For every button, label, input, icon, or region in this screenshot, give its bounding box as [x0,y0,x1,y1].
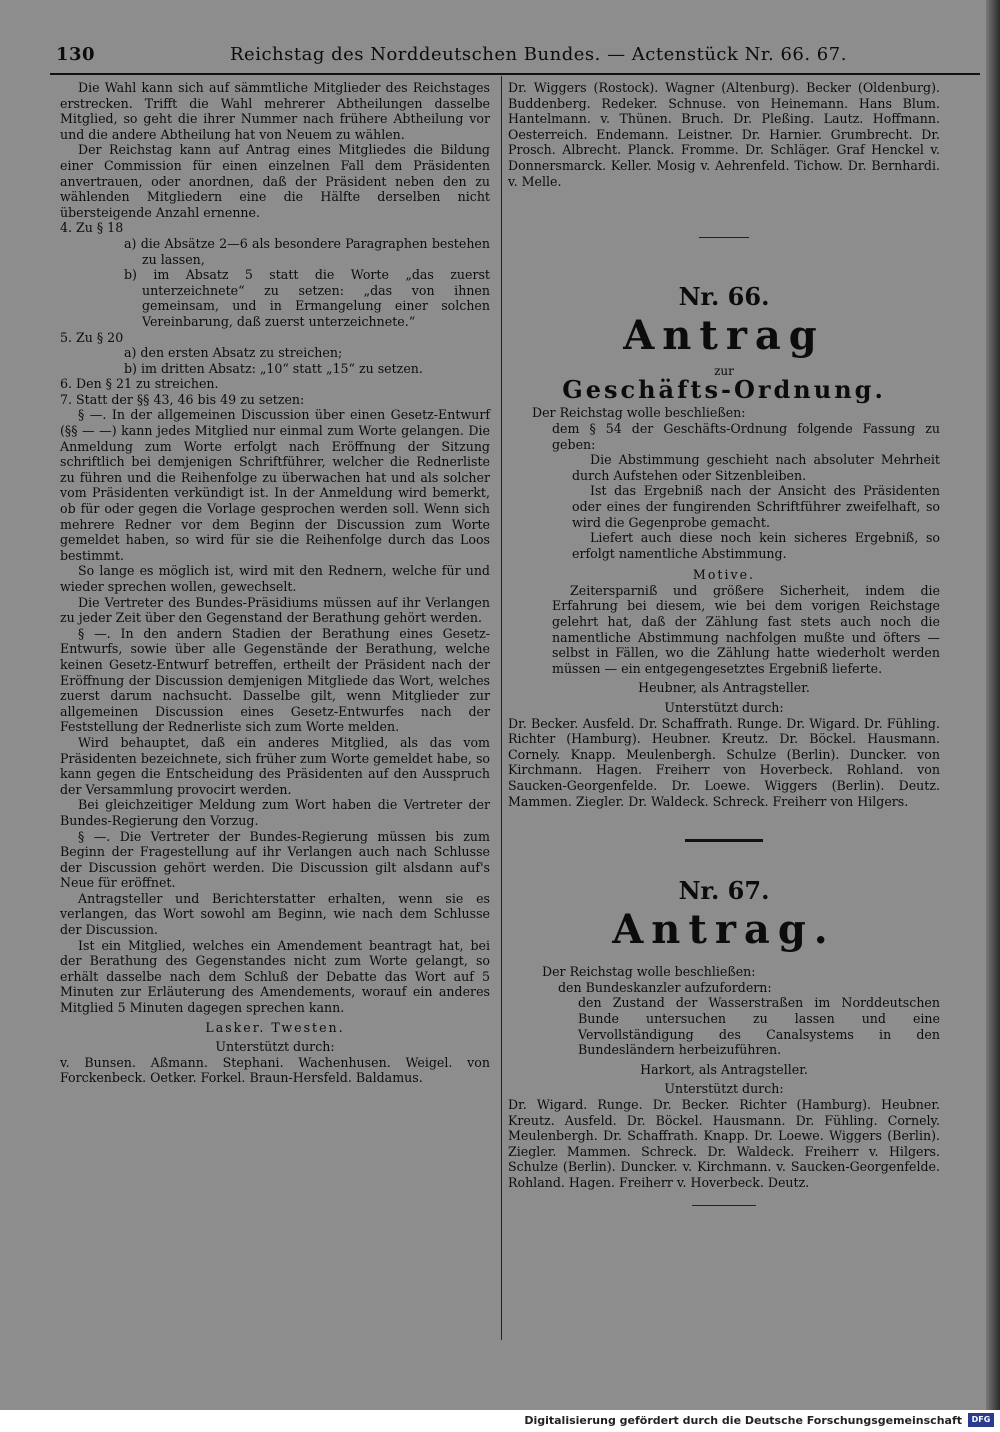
document-number-67: Nr. 67. [678,876,770,906]
document-number-66: Nr. 66. [678,282,770,312]
resolution-text: dem § 54 der Geschäfts-Ordnung folgende Fassung zu geben: [552,420,940,452]
sub-item: b) im dritten Absatz: „10“ statt „15“ zu setzen. [124,360,423,376]
resolution-intro: Der Reichstag wolle beschließen: [532,405,746,421]
column-divider [501,76,502,1340]
footer-bar [0,1410,1000,1432]
resolution-text: Die Abstimmung geschieht nach absoluter Mehrheit durch Aufstehen oder Sitzenbleiben. [572,452,940,483]
scan-edge [986,0,1000,1410]
header-rule [50,73,980,75]
page-header [50,44,980,70]
supported-by-label: Unterstützt durch: [215,1039,335,1055]
list-item: 4. Zu § 18 [60,220,124,236]
supported-by-label: Unterstützt durch: [664,700,784,716]
antrag-heading-67: Antrag. [612,906,836,954]
dfg-logo: DFG [968,1413,994,1427]
running-title: Reichstag des Norddeutschen Bundes. — Actenstück Nr. 66. 67. [230,44,847,65]
paragraph: Der Reichstag kann auf Antrag eines Mitgliedes die Bildung einer Commission für einen einzelnen Fall dem Präsidenten anvertrauen, oder anordnen, daß der Präsident neben den zu wählenden Mitgliedern eine die Hälfte derselben nicht übersteigende Anzahl ernenne. [60,142,490,220]
page-number: 130 [56,44,96,65]
resolution-text: Liefert auch diese noch kein sicheres Ergebniß, so erfolgt namentliche Abstimmung. [572,530,940,561]
supporters-list: Dr. Becker. Ausfeld. Dr. Schaffrath. Runge. Dr. Wigard. Dr. Fühling. Richter (Hamburg). Heubner. Kreutz. Dr. Böckel. Hausmann. Cornely. Knapp. Meulenbergh. Schulze (Berlin). Duncker. von Kirchmann. Hagen. Freiherr von Hoverbeck. Rohland. von Saucken-Georgenfelde. Dr. Loewe. Wiggers (Berlin). Deutz. Mammen. Ziegler. Dr. Waldeck. Schreck. Freiherr von Hilgers. [508,715,940,809]
list-item: 6. Den § 21 zu streichen. [60,376,219,392]
paragraph: Die Vertreter des Bundes-Präsidiums müssen auf ihr Verlangen zu jeder Zeit über den Gegenstand der Berathung gehört werden. [60,594,490,626]
supporters-list: Dr. Wigard. Runge. Dr. Becker. Richter (Hamburg). Heubner. Kreutz. Ausfeld. Dr. Böckel. Hausmann. Dr. Fühling. Cornely. Meulenbergh. Dr. Schaffrath. Knapp. Dr. Loewe. Wiggers (Berlin). Ziegler. Mammen. Schreck. Dr. Waldeck. Freiherr v. Hilgers. Schulze (Berlin). Duncker. v. Kirchmann. v. Saucken-Georgenfelde. Rohland. Hagen. Freiherr v. Hoverbeck. Deutz. [508,1096,940,1190]
applicant: Harkort, als Antragsteller. [640,1061,808,1077]
paragraph: So lange es möglich ist, wird mit den Rednern, welche für und wieder sprechen wollen, gewechselt. [60,563,490,594]
paragraph: § —. In der allgemeinen Discussion über einen Gesetz-Entwurf (§§ — —) kann jedes Mitglied nur einmal zum Worte gelangen. Die Anmeldung zum Worte erfolgt nach Eröffnung der Sitzung schriftlich bei demjenigen Schriftführer, welcher die Rednerliste zu führen und die Reihenfolge zu überwachen hat und als solcher vom Präsidenten verkündigt ist. In der Anmeldung wird bemerkt, ob für oder gegen die Vorlage gesprochen werden soll. Wenn sich mehrere Redner vor dem Beginn der Discussion zum Worte gemeldet haben, so wird für sie die Reihenfolge durch das Loos bestimmt. [60,407,490,563]
resolution-text: den Bundeskanzler aufzufordern: [558,979,772,995]
sub-item: a) die Absätze 2—6 als besondere Paragraphen bestehen zu lassen, [124,235,490,267]
paragraph: Bei gleichzeitiger Meldung zum Wort haben die Vertreter der Bundes-Regierung den Vorzug. [60,797,490,828]
paragraph: Wird behauptet, daß ein anderes Mitglied, als das vom Präsidenten bezeichnete, sich früher zum Worte gemeldet habe, so kann gegen die Entscheidung des Präsidenten auf den Ausspruch der Versammlung provocirt werden. [60,734,490,797]
sub-item: b) im Absatz 5 statt die Worte „das zuerst unterzeichnete“ zu setzen: „das von ihnen gemeinsam, und in Ermangelung einer solchen Vereinbarung, daß zuerst unterzeichnete.“ [124,267,490,329]
paragraph: Ist ein Mitglied, welches ein Amendement beantragt hat, bei der Berathung des Gegenstandes nicht zum Worte gelangt, so erhält dasselbe nach dem Schluß der Debatte das Wort auf 5 Minuten zur Erläuterung des Amendements, worauf ein anderes Mitglied 5 Minuten dagegen sprechen kann. [60,937,490,1016]
resolution-text: den Zustand der Wasserstraßen im Norddeutschen Bunde untersuchen zu lassen und eine Vervollständigung des Canalsystems in den Bundesländern herbeizuführen. [578,995,940,1058]
right-column [508,80,940,1206]
antrag-heading-66: Antrag [623,312,825,360]
applicant: Heubner, als Antragsteller. [638,680,810,696]
paragraph: § —. In den andern Stadien der Berathung eines Gesetz-Entwurfs, sowie über alle Gegenstände der Berathung, welche keinen Gesetz-Entwurf betreffen, ertheilt der Präsident nach der Eröffnung der Discussion demjenigen Mitgliede das Wort, welches zuerst darum nachsucht. Dasselbe gilt, wenn Mitglieder zur allgemeinen Discussion eines Gesetz-Entwurfes nach der Feststellung der Rednerliste sich zum Worte melden. [60,625,490,735]
signers: Lasker. Twesten. [205,1019,345,1035]
supporters-list: v. Bunsen. Aßmann. Stephani. Wachenhusen. Weigel. von Forckenbeck. Oetker. Forkel. Braun-Hersfeld. Baldamus. [60,1054,490,1086]
funding-notice: Digitalisierung gefördert durch die Deutsche Forschungsgemeinschaft [524,1414,962,1427]
supporters-list-continued: Dr. Wiggers (Rostock). Wagner (Altenburg). Becker (Oldenburg). Buddenberg. Redeker. Schnuse. von Heinemann. Hans Blum. Hantelmann. v. Thünen. Bruch. Dr. Pleßing. Lautz. Hoffmann. Oesterreich. Endemann. Leistner. Dr. Harnier. Grumbrecht. Dr. Prosch. Albrecht. Planck. Fromme. Dr. Schläger. Graf Henckel v. Donnersmarck. Keller. Mosig v. Aehrenfeld. Tichow. Dr. Bernhardi. v. Melle. [508,80,940,189]
list-item: 5. Zu § 20 [60,329,124,345]
paragraph: Antragsteller und Berichterstatter erhalten, wenn sie es verlangen, das Wort sowohl am Beginn, wie nach dem Schlusse der Discussion. [60,890,490,938]
supported-by-label: Unterstützt durch: [664,1081,784,1097]
closing-rule [692,1205,756,1206]
sub-item: a) den ersten Absatz zu streichen; [124,345,343,361]
motive-text: Zeitersparniß und größere Sicherheit, indem die Erfahrung bei diesem, wie bei dem vorigen Reichstage gelehrt hat, daß der Zählung fast stets auch noch die namentliche Abstimmung nachfolgen mußte und öfters — selbst in Fällen, wo die Zählung hatte wiederholt werden müssen — ein entgegengesetztes Ergebniß lieferte. [552,582,940,676]
motive-heading: Motive. [692,567,756,583]
list-item: 7. Statt der §§ 43, 46 bis 49 zu setzen: [60,391,305,407]
resolution-intro: Der Reichstag wolle beschließen: [542,964,756,980]
paragraph: Die Wahl kann sich auf sämmtliche Mitglieder des Reichstages erstrecken. Trifft die Wahl mehrerer Abtheilungen dasselbe Mitglied, so geht die ihrer Nummer nach frühere Abtheilung vor und die andere Abtheilung hat von Neuem zu wählen. [60,80,490,142]
heading-geschaeftsordnung: Geschäfts-Ordnung. [562,374,886,404]
resolution-text: Ist das Ergebniß nach der Ansicht des Präsidenten oder eines der fungirenden Schriftführer zweifelhaft, so wird die Gegenprobe gemacht. [572,483,940,530]
left-column [60,80,490,1086]
paragraph: § —. Die Vertreter der Bundes-Regierung müssen bis zum Beginn der Fragestellung auf ihr Verlangen auch nach Schlusse der Discussion gehört werden. Die Discussion gilt alsdann auf's Neue für eröffnet. [60,828,490,891]
heading-zur: zur [714,364,734,379]
